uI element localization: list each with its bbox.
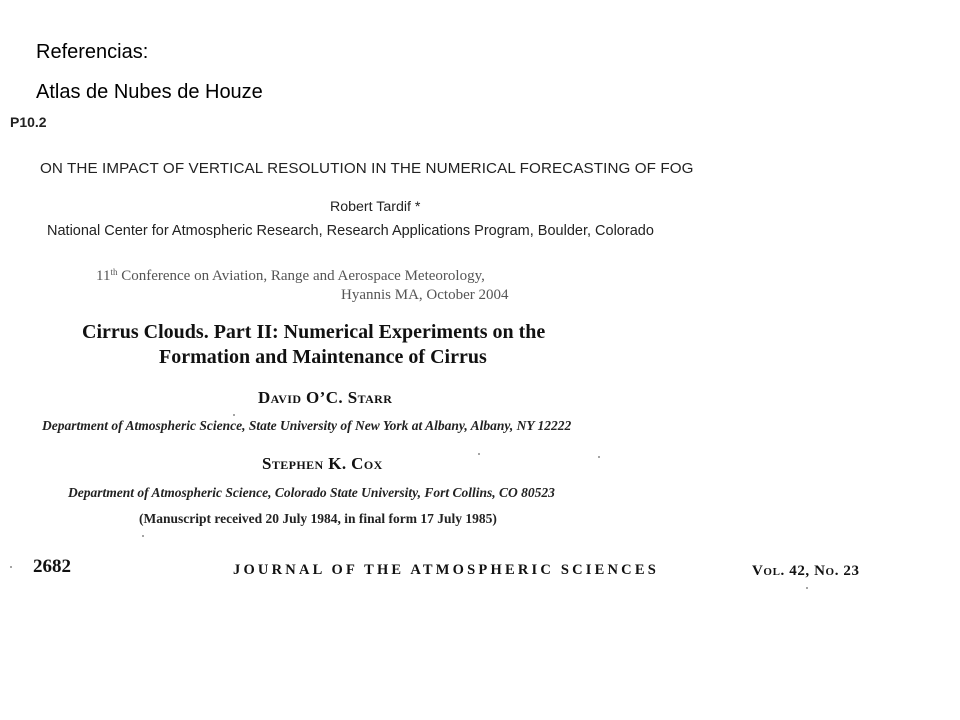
- journal-page-number: 2682: [33, 556, 71, 577]
- scan-speck: [233, 414, 235, 416]
- scan-speck: [478, 453, 480, 455]
- conference-ordinal-suffix: th: [110, 267, 118, 277]
- cirrus-paper-dept-2: Department of Atmospheric Science, Colorado State University, Fort Collins, CO 80523: [68, 485, 555, 500]
- cirrus-paper-title-line-1: Cirrus Clouds. Part II: Numerical Experiments on the: [82, 321, 546, 343]
- references-heading: Referencias:: [36, 41, 149, 63]
- conference-line-1: [96, 268, 485, 285]
- journal-name: JOURNAL OF THE ATMOSPHERIC SCIENCES: [233, 562, 659, 578]
- scan-speck: [10, 566, 12, 568]
- paper-code: P10.2: [10, 114, 47, 130]
- cirrus-paper-author-2: Stephen K. Cox: [262, 454, 383, 473]
- fog-paper-title: ON THE IMPACT OF VERTICAL RESOLUTION IN THE NUMERICAL FORECASTING OF FOG: [40, 160, 694, 177]
- reference-item: Atlas de Nubes de Houze: [36, 81, 263, 103]
- scan-speck: [598, 456, 600, 458]
- fog-paper-author: Robert Tardif *: [330, 199, 421, 215]
- fog-paper-affiliation: National Center for Atmospheric Research, Research Applications Program, Boulder, Colorado: [47, 223, 654, 239]
- scan-speck: [142, 535, 144, 537]
- conference-line-2: Hyannis MA, October 2004: [341, 287, 509, 303]
- conference-ordinal: 11: [96, 268, 111, 284]
- journal-volume: Vol. 42, No. 23: [752, 563, 860, 579]
- cirrus-paper-title-line-2: Formation and Maintenance of Cirrus: [159, 346, 487, 368]
- cirrus-paper-dept-1: Department of Atmospheric Science, State University of New York at Albany, Albany, NY 12222: [42, 418, 572, 433]
- conference-name: Conference on Aviation, Range and Aerospace Meteorology,: [117, 268, 485, 284]
- cirrus-paper-author-1: David O’C. Starr: [258, 388, 393, 407]
- manuscript-dates: (Manuscript received 20 July 1984, in final form 17 July 1985): [139, 511, 497, 526]
- scan-speck: [806, 587, 808, 589]
